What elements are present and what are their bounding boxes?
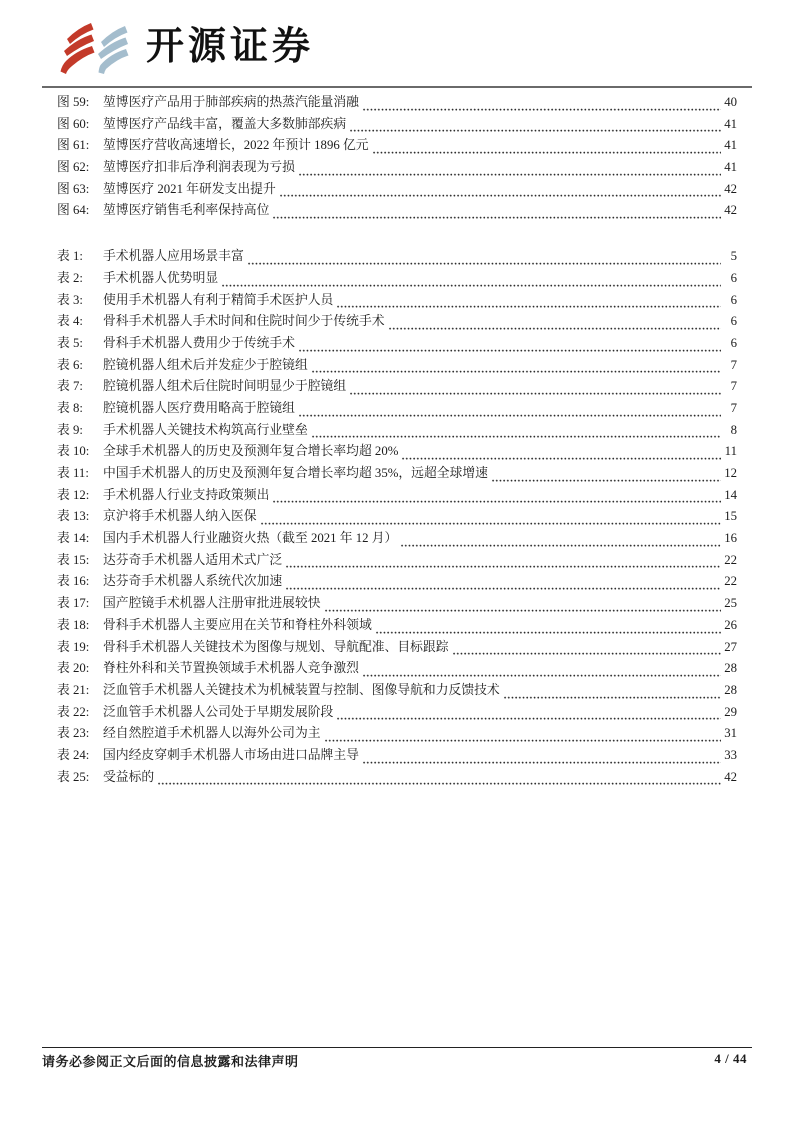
dot-leader	[376, 628, 721, 634]
dot-leader	[402, 454, 721, 460]
toc-entry-title: 骨科手术机器人费用少于传统手术	[103, 335, 295, 350]
figure-list	[57, 92, 737, 222]
toc-entry[interactable]	[57, 702, 737, 724]
toc-entry-label: 表 22:	[57, 704, 90, 719]
toc-entry-title: 国产腔镜手术机器人注册审批进展较快	[103, 596, 321, 611]
toc-entry-label: 图 63:	[57, 181, 90, 196]
toc-entry-page: 42	[724, 769, 737, 784]
toc-entry-title: 脊柱外科和关节置换领域手术机器人竞争激烈	[103, 661, 359, 676]
toc-entry[interactable]	[57, 593, 737, 615]
toc-entry-page: 25	[724, 596, 737, 611]
toc-entry-page: 12	[724, 466, 737, 480]
toc-entry-title: 受益标的	[103, 769, 155, 784]
dot-leader	[286, 584, 721, 590]
dot-leader	[350, 389, 721, 395]
toc-entry-label: 表 21:	[57, 682, 90, 697]
toc-entry-title: 堃博医疗产品线丰富，覆盖大多数肺部疾病	[103, 116, 347, 131]
toc-entry-label: 表 19:	[57, 639, 90, 654]
toc-entry-label: 表 20:	[57, 661, 90, 676]
toc-entry[interactable]	[57, 745, 737, 767]
toc-entry-page: 29	[724, 704, 737, 719]
toc-entry-label: 表 10:	[57, 444, 90, 459]
toc-entry-label: 表 1:	[57, 249, 83, 264]
toc-entry-label: 表 15:	[57, 552, 90, 567]
dot-leader	[492, 476, 721, 482]
toc-entry-page: 41	[724, 160, 737, 175]
toc-entry[interactable]	[57, 485, 737, 507]
dot-leader	[312, 432, 721, 438]
toc-entry-page: 11	[724, 444, 737, 459]
dot-leader	[299, 346, 721, 352]
toc-entry[interactable]	[57, 506, 737, 528]
toc-entry-title: 京沪将手术机器人纳入医保	[103, 509, 257, 524]
toc-entry-label: 表 7:	[57, 379, 83, 394]
toc-entry-title: 堃博医疗产品用于肺部疾病的热蒸汽能量消融	[103, 95, 359, 109]
toc-entry[interactable]	[57, 680, 737, 702]
toc-entry-label: 表 8:	[57, 400, 83, 415]
toc-entry-page: 28	[724, 682, 737, 697]
toc-entry-label: 表 9:	[57, 422, 83, 437]
toc-entry-page: 26	[724, 617, 737, 632]
dot-leader	[337, 714, 721, 720]
toc-entry-title: 国内经皮穿刺手术机器人市场由进口品牌主导	[103, 747, 359, 762]
dot-leader	[363, 758, 721, 764]
dot-leader	[273, 497, 721, 503]
toc-entry-title: 手术机器人行业支持政策频出	[103, 487, 270, 502]
toc-entry[interactable]	[57, 157, 737, 179]
toc-entry[interactable]	[57, 463, 737, 485]
toc-entry-title: 堃博医疗销售毛利率保持高位	[103, 203, 270, 218]
toc-entry-label: 表 18:	[57, 617, 90, 632]
toc-entry-page: 7	[730, 357, 737, 372]
page-indicator: 4 / 44	[714, 1051, 747, 1066]
toc-entry-page: 6	[730, 292, 737, 307]
toc-entry-label: 表 5:	[57, 335, 83, 350]
toc-entry-page: 31	[724, 726, 737, 741]
toc-entry[interactable]	[57, 398, 737, 420]
toc-entry[interactable]	[57, 179, 737, 201]
toc-entry[interactable]	[57, 355, 737, 377]
toc-entry-title: 手术机器人关键技术构筑高行业壁垒	[103, 422, 308, 437]
toc-entry-title: 达芬奇手术机器人适用术式广泛	[103, 552, 283, 567]
toc-entry-label: 表 16:	[57, 574, 90, 589]
toc-entry-label: 表 4:	[57, 314, 83, 329]
dot-leader	[280, 191, 721, 197]
dot-leader	[299, 411, 721, 417]
toc-entry-title: 堃博医疗营收高速增长，2022 年预计 1896 亿元	[103, 138, 369, 153]
dot-leader	[363, 671, 721, 677]
toc-entry[interactable]	[57, 615, 737, 637]
toc-entry-title: 骨科手术机器人关键技术为图像与规划、导航配准、目标跟踪	[103, 639, 449, 654]
dot-leader	[389, 324, 721, 330]
toc-entry-label: 表 14:	[57, 531, 90, 546]
footer-disclaimer: 请务必参阅正文后面的信息披露和法律声明	[42, 1054, 299, 1069]
toc-entry[interactable]	[57, 637, 737, 659]
toc-entry[interactable]	[57, 767, 737, 789]
toc-entry[interactable]	[57, 528, 737, 550]
toc-entry-page: 5	[730, 249, 737, 264]
toc-entry-page: 6	[730, 314, 737, 329]
toc-entry-label: 表 17:	[57, 596, 90, 611]
toc-entry-label: 表 12:	[57, 487, 90, 502]
toc-entry-title: 腔镜机器人组术后住院时间明显少于腔镜组	[103, 379, 347, 394]
toc-entry-page: 16	[724, 531, 737, 546]
dot-leader	[325, 736, 721, 742]
toc-entry-title: 堃博医疗 2021 年研发支出提升	[103, 181, 276, 196]
toc-entry-page: 33	[724, 747, 737, 762]
toc-entry-page: 22	[724, 552, 737, 567]
toc-entry-title: 腔镜机器人医疗费用略高于腔镜组	[103, 400, 295, 415]
header-divider	[42, 86, 752, 88]
toc-entry-label: 图 61:	[57, 138, 90, 153]
toc-entry[interactable]	[57, 376, 737, 398]
dot-leader	[401, 541, 721, 547]
dot-leader	[222, 281, 721, 287]
dot-leader	[273, 213, 721, 219]
toc-entry-title: 腔镜机器人组术后并发症少于腔镜组	[103, 357, 308, 372]
toc-entry-page: 41	[724, 116, 737, 131]
toc-entry[interactable]	[57, 200, 737, 222]
toc-entry-title: 国内手术机器人行业融资火热（截至 2021 年 12 月）	[103, 531, 398, 546]
toc-entry[interactable]	[57, 441, 737, 463]
toc-entry[interactable]	[57, 268, 737, 290]
brand-header	[58, 20, 314, 74]
toc-entry-title: 达芬奇手术机器人系统代次加速	[103, 574, 283, 589]
dot-leader	[158, 779, 721, 785]
dot-leader	[373, 148, 721, 154]
toc-entry[interactable]	[57, 658, 737, 680]
dot-leader	[261, 519, 721, 525]
footer-divider	[42, 1047, 752, 1048]
toc-entry-label: 图 59:	[57, 95, 90, 109]
toc-entry-page: 22	[724, 574, 737, 589]
toc-entry-label: 表 2:	[57, 270, 83, 285]
toc-entry[interactable]	[57, 420, 737, 442]
toc-entry-title: 经自然腔道手术机器人以海外公司为主	[103, 726, 321, 741]
dot-leader	[504, 693, 721, 699]
toc-entry[interactable]	[57, 333, 737, 355]
toc-entry-label: 表 6:	[57, 357, 83, 372]
toc-entry-title: 手术机器人优势明显	[103, 270, 219, 285]
page-footer	[42, 1051, 747, 1070]
toc-entry-page: 41	[724, 138, 737, 153]
list-gap	[57, 222, 737, 246]
toc-entry-page: 40	[724, 95, 737, 109]
dot-leader	[312, 367, 721, 373]
toc-entry-title: 使用手术机器人有利于精简手术医护人员	[103, 292, 334, 307]
toc-entry-page: 7	[730, 379, 737, 394]
table-of-contents	[57, 92, 737, 788]
toc-entry-label: 表 25:	[57, 769, 90, 784]
toc-entry-label: 表 24:	[57, 747, 90, 762]
kaiyuan-securities-logo-icon	[58, 20, 134, 74]
toc-entry-title: 手术机器人应用场景丰富	[103, 249, 244, 264]
toc-entry[interactable]	[57, 92, 737, 114]
dot-leader	[337, 302, 721, 308]
toc-entry-label: 图 64:	[57, 203, 90, 218]
toc-entry[interactable]	[57, 114, 737, 136]
toc-entry-page: 42	[724, 181, 737, 196]
dot-leader	[363, 105, 721, 111]
toc-entry-page: 28	[724, 661, 737, 676]
toc-entry-page: 15	[724, 509, 737, 524]
toc-entry-title: 泛血管手术机器人公司处于早期发展阶段	[103, 704, 334, 719]
toc-entry-label: 图 62:	[57, 160, 90, 175]
toc-entry-page: 6	[730, 335, 737, 350]
dot-leader	[299, 170, 721, 176]
toc-entry[interactable]	[57, 246, 737, 268]
toc-entry[interactable]	[57, 723, 737, 745]
table-list	[57, 246, 737, 788]
toc-entry[interactable]	[57, 311, 737, 333]
toc-entry-label: 表 23:	[57, 726, 90, 741]
toc-entry-title: 骨科手术机器人主要应用在关节和脊柱外科领域	[103, 617, 372, 632]
toc-entry-page: 27	[724, 639, 737, 654]
toc-entry[interactable]	[57, 290, 737, 312]
toc-entry-title: 堃博医疗扣非后净利润表现为亏损	[103, 160, 295, 175]
toc-entry-page: 42	[724, 203, 737, 218]
toc-entry-title: 骨科手术机器人手术时间和住院时间少于传统手术	[103, 314, 385, 329]
toc-entry[interactable]	[57, 571, 737, 593]
toc-entry-label: 图 60:	[57, 116, 90, 131]
toc-entry[interactable]	[57, 135, 737, 157]
dot-leader	[248, 259, 721, 265]
dot-leader	[286, 562, 721, 568]
toc-entry-title: 中国手术机器人的历史及预测年复合增长率均超 35%，远超全球增速	[103, 466, 488, 480]
toc-entry-label: 表 11:	[57, 466, 89, 480]
toc-entry-title: 全球手术机器人的历史及预测年复合增长率均超 20%	[103, 444, 399, 459]
dot-leader	[325, 606, 721, 612]
toc-entry-label: 表 3:	[57, 292, 83, 307]
dot-leader	[453, 649, 721, 655]
toc-entry-label: 表 13:	[57, 509, 90, 524]
toc-entry-page: 6	[730, 270, 737, 285]
toc-entry-title: 泛血管手术机器人关键技术为机械装置与控制、图像导航和力反馈技术	[103, 682, 500, 697]
toc-entry[interactable]	[57, 550, 737, 572]
toc-entry-page: 7	[730, 400, 737, 415]
dot-leader	[350, 126, 721, 132]
brand-name: 开源证券	[146, 25, 315, 69]
toc-entry-page: 8	[730, 422, 737, 437]
toc-entry-page: 14	[724, 487, 737, 502]
